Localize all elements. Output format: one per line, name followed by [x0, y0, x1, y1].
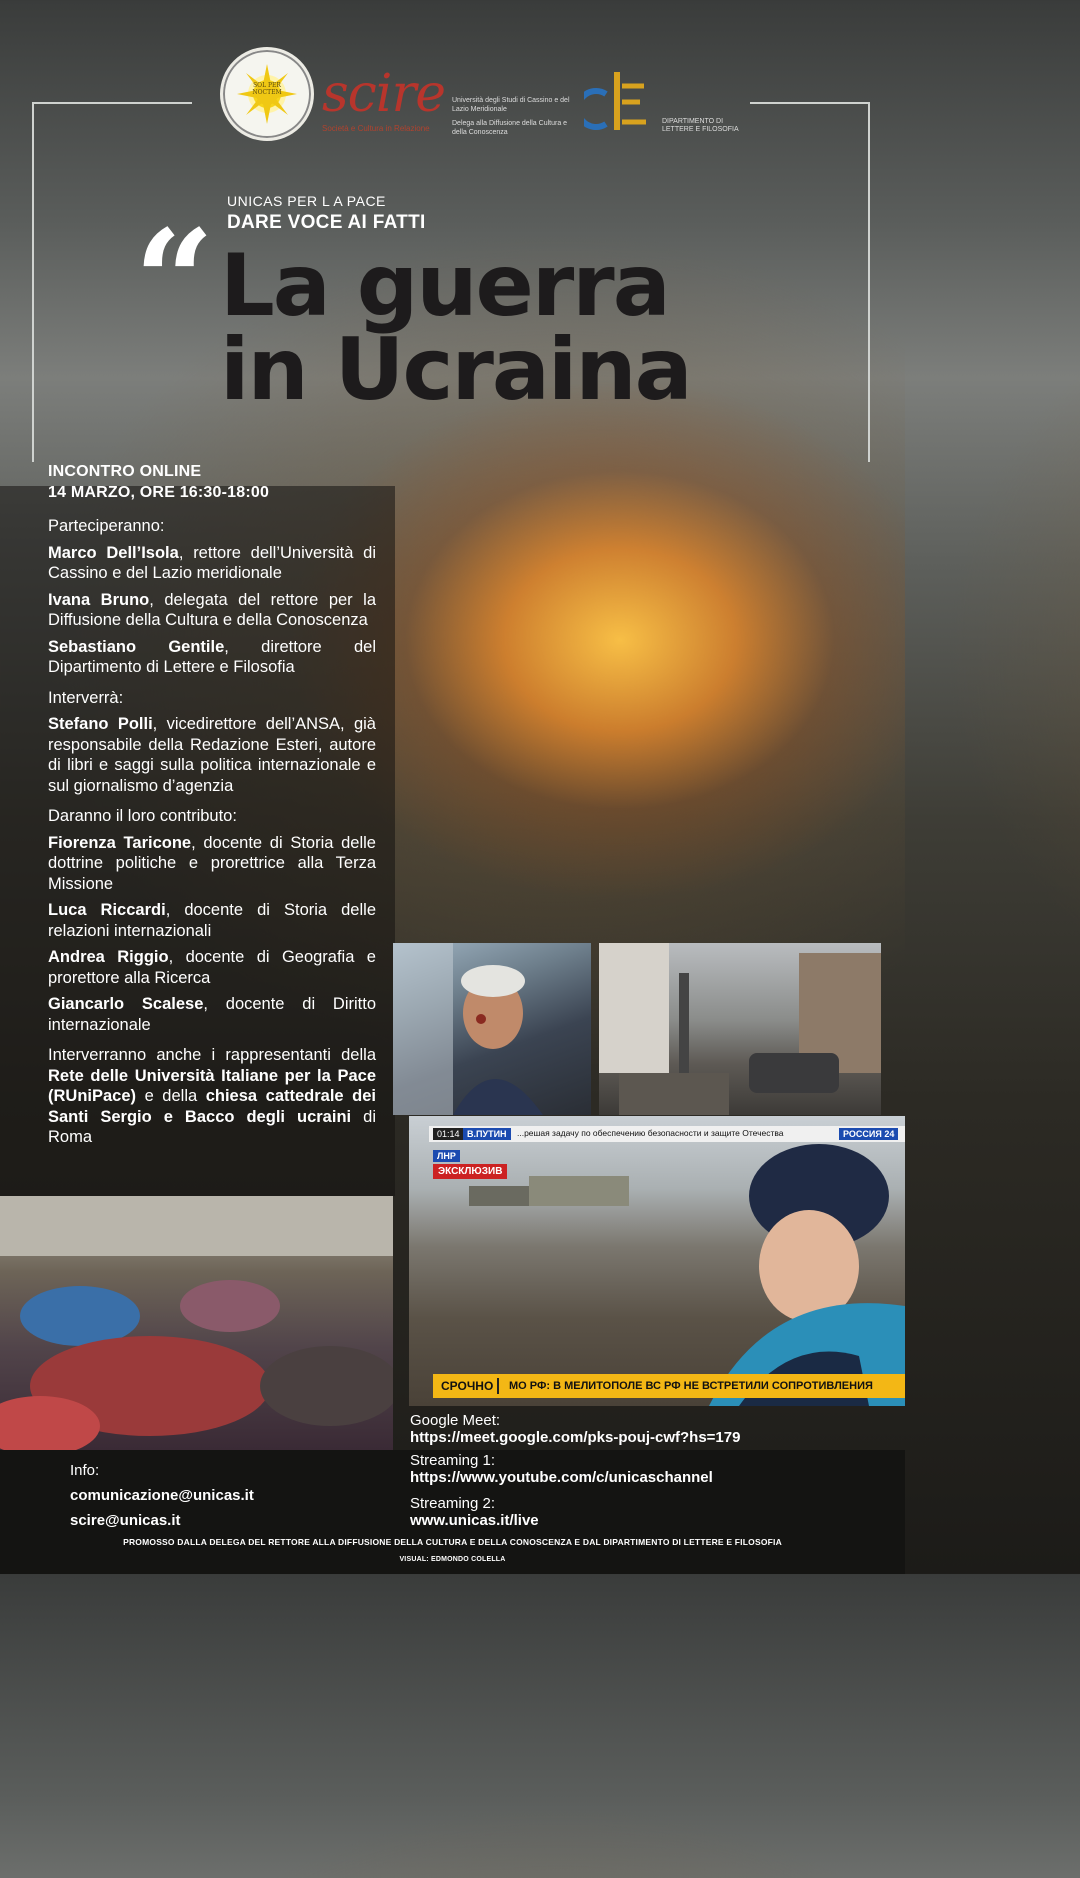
contributor-item: Luca Riccardi, docente di Storia delle relazioni internazionali	[48, 901, 376, 940]
visual-credit: VISUAL: EDMONDO COLELLA	[399, 1556, 506, 1563]
photo-injured-woman	[393, 943, 591, 1115]
tv-headline: МО РФ: В МЕЛИТОПОЛЕ ВС РФ НЕ ВСТРЕТИЛИ СОПРОТИВЛЕНИЯ	[509, 1380, 873, 1392]
quote-mark: “	[134, 200, 215, 364]
email-link-comunicazione[interactable]: comunicazione@unicas.it	[70, 1487, 254, 1504]
tv-channel-logo: РОССИЯ 24	[839, 1128, 898, 1140]
meet-label: Google Meet:	[410, 1412, 501, 1429]
program-column	[48, 512, 376, 1154]
speaker-heading: Interverrà:	[48, 688, 124, 707]
tv-region-tag: ЛНР	[433, 1150, 460, 1162]
event-date: 14 MARZO, ORE 16:30-18:00	[48, 484, 270, 501]
title-line-2: in Ucraina	[220, 320, 691, 420]
tv-name-tag: В.ПУТИН	[463, 1128, 511, 1140]
contributor-item: Fiorenza Taricone, docente di Storia delle dottrine politiche e prorettrice alla Terza Missione	[48, 833, 376, 893]
contributor-item: Giancarlo Scalese, docente di Diritto internazionale	[48, 995, 377, 1034]
page-title	[220, 236, 691, 420]
participant-item: Ivana Bruno, delegata del rettore per la Diffusione della Cultura e della Conoscenza	[48, 590, 376, 629]
speaker-item: Stefano Polli, vicedirettore dell’ANSA, già responsabile della Redazione Esteri, autore di libri e saggi sulla politica internazionale e sul giornalismo d’agenzia	[48, 715, 376, 795]
title-line-1: La guerra	[220, 236, 669, 336]
unicas-name: Università degli Studi di Cassino e del Lazio Meridionale	[452, 97, 570, 113]
info-label: Info:	[70, 1462, 100, 1479]
promoter-credit: PROMOSSO DALLA DELEGA DEL RETTORE ALLA DIFFUSIONE DELLA CULTURA E DELLA CONOSCENZA E DAL DIPARTIMENTO DI LETTERE E FILOSOFIA	[123, 1537, 782, 1547]
tv-urgent-tag: СРОЧНО	[437, 1378, 499, 1394]
streaming1-link[interactable]: https://www.youtube.com/c/unicaschannel	[410, 1469, 713, 1486]
photo-tv-broadcast	[409, 1116, 905, 1406]
seal-motto: SOL PER NOCTEM	[252, 82, 282, 96]
tv-time: 01:14	[433, 1128, 464, 1140]
tv-ticker: ...решая задачу по обеспечению безопасности и защите Отечества	[517, 1128, 784, 1138]
closing-paragraph: Interverranno anche i rappresentanti della Rete delle Università Italiane per la Pace (RUniPace) e della chiesa cattedrale dei Santi Sergio e Bacco degli ucraini di Roma	[48, 1046, 376, 1146]
contributors-heading: Daranno il loro contributo:	[48, 807, 237, 825]
contributor-item: Andrea Riggio, docente di Geografia e prorettore alla Ricerca	[48, 948, 376, 987]
streaming2-label: Streaming 2:	[410, 1495, 496, 1512]
photo-shelter-crowd	[0, 1196, 393, 1450]
event-type: INCONTRO ONLINE	[48, 463, 202, 480]
frame-top-right-line	[750, 102, 870, 104]
tv-exclusive-tag: ЭКСКЛЮЗИВ	[433, 1164, 507, 1179]
kicker: UNICAS PER L A PACE	[227, 193, 386, 209]
participants-heading: Parteciperanno:	[48, 517, 165, 535]
frame-top-left-line	[32, 102, 192, 104]
frame-right-line	[868, 102, 870, 462]
email-link-scire[interactable]: scire@unicas.it	[70, 1512, 181, 1529]
streaming1-label: Streaming 1:	[410, 1452, 496, 1469]
dipartimento-logo	[584, 66, 658, 140]
photo-destroyed-street	[599, 943, 881, 1115]
scire-tagline: Società e Cultura in Relazione	[322, 124, 430, 133]
frame-left-line	[32, 102, 34, 462]
participant-item: Marco Dell’Isola, rettore dell’Università di Cassino e del Lazio meridionale	[48, 543, 376, 582]
meet-link[interactable]: https://meet.google.com/pks-pouj-cwf?hs=179	[410, 1429, 741, 1446]
scire-logo: scire	[322, 64, 446, 124]
participant-item: Sebastiano Gentile, direttore del Dipartimento di Lettere e Filosofia	[48, 637, 376, 676]
streaming2-link[interactable]: www.unicas.it/live	[410, 1512, 539, 1529]
dipartimento-name: DIPARTIMENTO DI LETTERE E FILOSOFIA	[662, 118, 739, 133]
unicas-delega: Delega alla Diffusione della Cultura e della Conoscenza	[452, 120, 568, 136]
subtitle: DARE VOCE AI FATTI	[227, 212, 426, 233]
